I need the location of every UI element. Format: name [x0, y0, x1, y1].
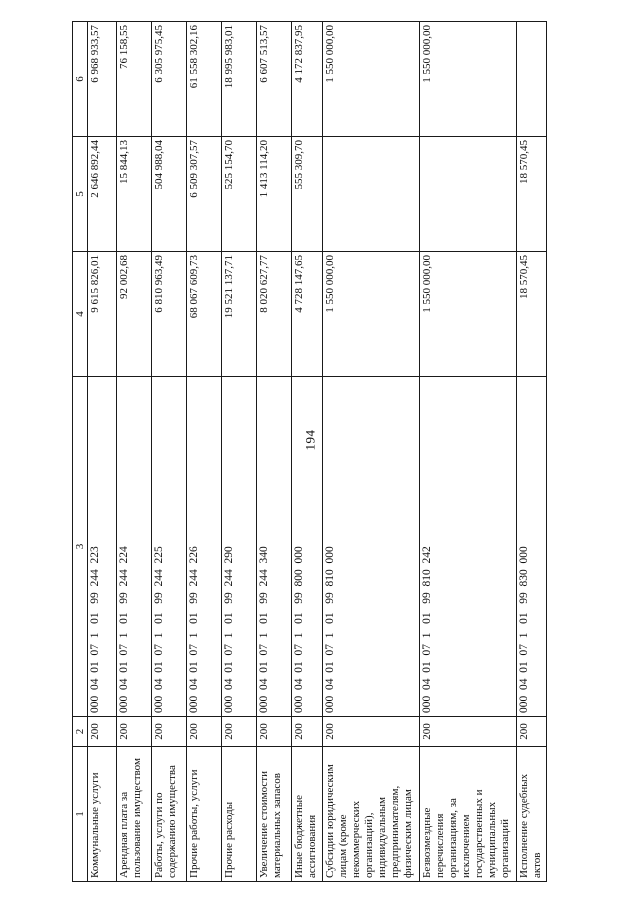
row-name: Увеличение стоимости материальных запасов [257, 747, 292, 882]
table-row [116, 22, 151, 882]
row-approved: 1 550 000,00 [323, 252, 420, 377]
header-col-3: 3 [73, 377, 88, 717]
row-executed: 555 309,70 [292, 137, 323, 252]
row-approved: 92 002,68 [116, 252, 151, 377]
row-executed: 2 646 892,44 [88, 137, 117, 252]
row-executed: 18 570,45 [517, 137, 547, 252]
row-name: Иные бюджетные ассигнования [292, 747, 323, 882]
row-budget-code: 000 04 01 07 1 01 99 810 000 [323, 377, 420, 717]
row-budget-code: 000 04 01 07 1 01 99 244 226 [187, 377, 222, 717]
row-line-code: 200 [517, 717, 547, 747]
row-approved: 1 550 000,00 [420, 252, 517, 377]
row-budget-code: 000 04 01 07 1 01 99 244 290 [222, 377, 257, 717]
row-executed: 6 509 307,57 [187, 137, 222, 252]
row-line-code: 200 [420, 717, 517, 747]
table-row [151, 22, 186, 882]
table-row [222, 22, 257, 882]
row-line-code: 200 [151, 717, 186, 747]
row-name: Прочие работы, услуги [187, 747, 222, 882]
row-approved: 19 521 137,71 [222, 252, 257, 377]
header-col-2: 2 [73, 717, 88, 747]
header-col-5: 5 [73, 137, 88, 252]
row-name: Арендная плата за пользование имуществом [116, 747, 151, 882]
row-approved: 6 810 963,49 [151, 252, 186, 377]
budget-table [72, 21, 547, 882]
table-row [187, 22, 222, 882]
row-line-code: 200 [116, 717, 151, 747]
table-row [420, 22, 517, 882]
row-line-code: 200 [323, 717, 420, 747]
row-name: Субсидии юридическим лицам (кроме некоммерческих организаций), индивидуальным предпринимателям, физическим лицам [323, 747, 420, 882]
row-unexecuted: 1 550 000,00 [420, 22, 517, 137]
page-number: 194 [302, 429, 318, 451]
row-budget-code: 000 04 01 07 1 01 99 244 340 [257, 377, 292, 717]
row-executed: 504 988,04 [151, 137, 186, 252]
row-line-code: 200 [292, 717, 323, 747]
row-unexecuted: 4 172 837,95 [292, 22, 323, 137]
row-line-code: 200 [187, 717, 222, 747]
table-row [88, 22, 117, 882]
table-row [292, 22, 323, 882]
row-executed: 1 413 114,20 [257, 137, 292, 252]
row-name: Безвозмездные перечисления организациям, за исключением государственных и муниципальных организаций [420, 747, 517, 882]
row-approved: 9 615 826,01 [88, 252, 117, 377]
row-line-code: 200 [222, 717, 257, 747]
rotated-table-container [72, 22, 547, 882]
row-line-code: 200 [88, 717, 117, 747]
row-budget-code: 000 04 01 07 1 01 99 800 000 [292, 377, 323, 717]
row-approved: 8 020 627,77 [257, 252, 292, 377]
row-unexecuted: 6 607 513,57 [257, 22, 292, 137]
row-executed: 525 154,70 [222, 137, 257, 252]
row-budget-code: 000 04 01 07 1 01 99 830 000 [517, 377, 547, 717]
row-name: Прочие расходы [222, 747, 257, 882]
row-unexecuted: 61 558 302,16 [187, 22, 222, 137]
table-row [517, 22, 547, 882]
row-executed [323, 137, 420, 252]
table-row [323, 22, 420, 882]
row-unexecuted: 18 995 983,01 [222, 22, 257, 137]
row-executed [420, 137, 517, 252]
row-unexecuted: 6 305 975,45 [151, 22, 186, 137]
row-approved: 68 067 609,73 [187, 252, 222, 377]
header-col-4: 4 [73, 252, 88, 377]
row-name: Работы, услуги по содержанию имущества [151, 747, 186, 882]
header-col-1: 1 [73, 747, 88, 882]
row-executed: 15 844,13 [116, 137, 151, 252]
row-unexecuted: 6 968 933,57 [88, 22, 117, 137]
header-col-6: 6 [73, 22, 88, 137]
row-budget-code: 000 04 01 07 1 01 99 244 223 [88, 377, 117, 717]
row-name: Коммунальные услуги [88, 747, 117, 882]
row-budget-code: 000 04 01 07 1 01 99 244 225 [151, 377, 186, 717]
row-unexecuted: 1 550 000,00 [323, 22, 420, 137]
row-unexecuted: 76 158,55 [116, 22, 151, 137]
row-unexecuted [517, 22, 547, 137]
table-row [257, 22, 292, 882]
row-approved: 4 728 147,65 [292, 252, 323, 377]
row-budget-code: 000 04 01 07 1 01 99 810 242 [420, 377, 517, 717]
row-approved: 18 570,45 [517, 252, 547, 377]
row-budget-code: 000 04 01 07 1 01 99 244 224 [116, 377, 151, 717]
header-row [73, 22, 88, 882]
row-line-code: 200 [257, 717, 292, 747]
row-name: Исполнение судебных актов [517, 747, 547, 882]
